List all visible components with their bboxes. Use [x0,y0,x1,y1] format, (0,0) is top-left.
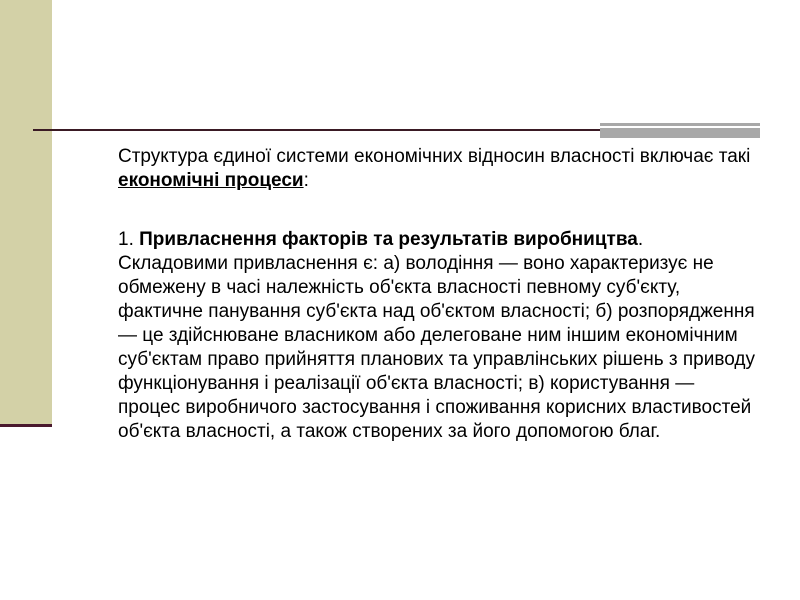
item-1-number: 1. [118,229,140,250]
intro-emphasis: економічні процеси [118,170,304,191]
item-1-body: . Складовими привласнення є: а) володіння — воно характеризує не обмежену в часі належність об'єкта власності певному суб'єкту, фактичне панування суб'єкта над об'єктом власності; б) розпорядження — це здійснюване власником або делеговане ним іншим економічним суб'єктам право прийняття планових та управлінських рішень з приводу функціонування і реалізації об'єкта власності; в) користування — процес виробничого застосування і споживання корисних властивостей об'єкта власності, а також створених за його допомогою благ. [118,229,755,442]
intro-suffix: : [303,170,309,191]
left-band-bottom-rule [0,424,52,427]
accent-bar [600,123,760,138]
intro-paragraph [118,145,758,193]
accent-bar-bottom-stripe [600,128,760,138]
slide-content [118,145,758,444]
item-1-heading: Привласнення факторів та результатів виробництва [139,229,638,250]
item-1-paragraph [118,228,758,444]
accent-bar-top-stripe [600,123,760,126]
left-decorative-band [0,0,52,425]
intro-text: Структура єдиної системи економічних відносин власності включає такі [118,146,751,167]
